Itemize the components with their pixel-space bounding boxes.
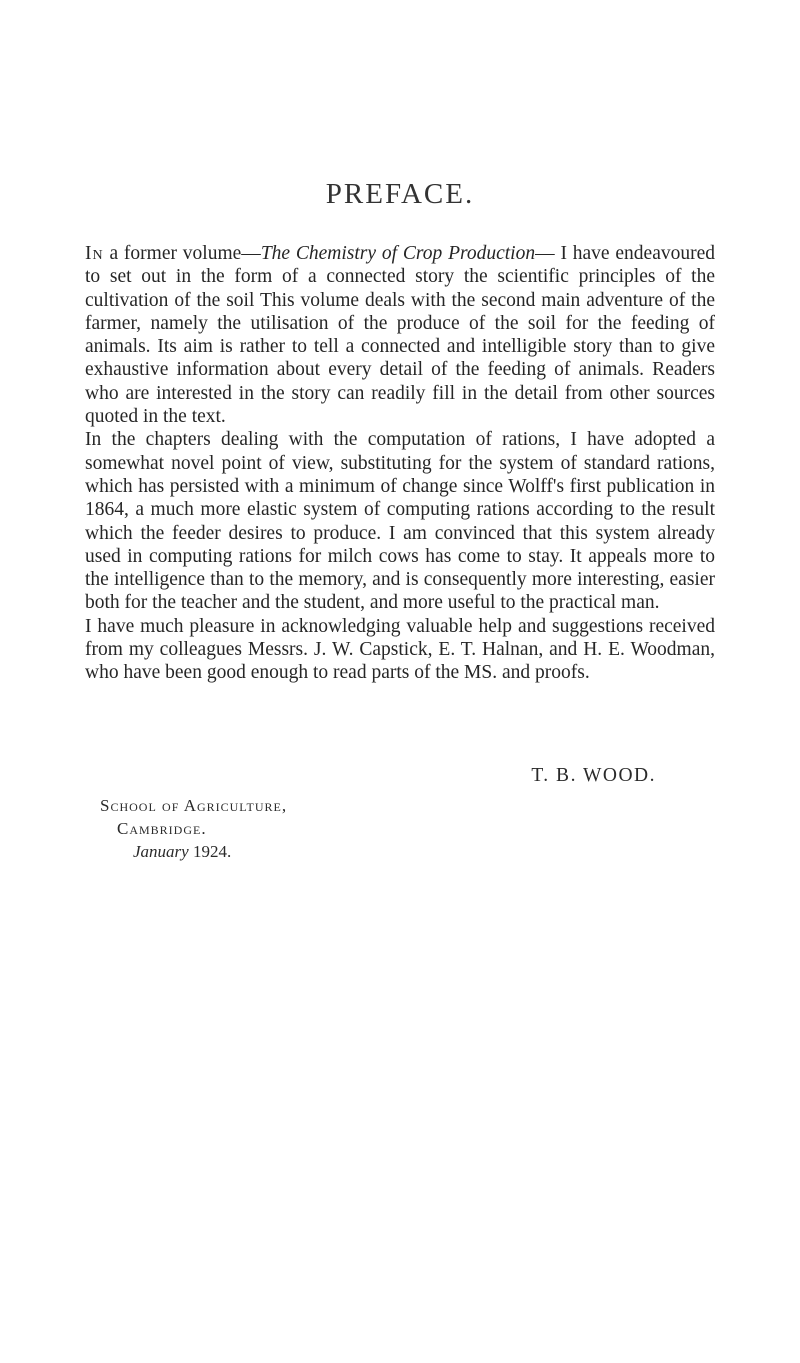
book-title-reference: The Chemistry of Crop Production xyxy=(260,243,536,264)
author-signature: T. B. WOOD. xyxy=(531,765,656,786)
paragraph-2: In the chapters dealing with the computation of rations, I have adopted a somewhat novel point of view, substituting for the system of standard rations, which has persisted with a minimum of change since Wolff's first publication in 1864, a much more elastic system of computing rations according to the result which the feeder desires to produce. I am convinced that this system already used in computing rations for milch cows has come to stay. It appeals more to the intelligence than to the memory, and is consequently more interesting, easier both for the teacher and the student, and more useful to the practical man. xyxy=(85,429,715,614)
preface-body xyxy=(85,242,715,685)
page-title: PREFACE. xyxy=(325,178,475,210)
paragraph-1 xyxy=(85,242,715,428)
preface-date xyxy=(100,840,287,863)
paragraph-3: I have much pleasure in acknowledging valuable help and suggestions received from my colleagues Messrs. J. W. Capstick, E. T. Halnan, and H. E. Woodman, who have been good enough to read parts of the MS. and proofs. xyxy=(85,615,715,684)
author-address xyxy=(100,794,287,863)
address-line-institution: School of Agriculture, xyxy=(100,796,288,815)
paragraph-1-intro: a former volume— xyxy=(103,243,261,264)
date-year: 1924. xyxy=(188,842,232,861)
paragraph-1-text: — I have endeavoured to set out in the form of a connected story the scientific principles of the cultivation of the soil This volume deals with the second main adventure of the farmer, namely the utilisation of the produce of the soil for the feeding of animals. Its aim is rather to tell a connected and intelligible story than to give exhaustive information about every detail of the feeding of animals. Readers who are interested in the story can readily fill in the detail from other sources quoted in the text. xyxy=(85,243,716,428)
lead-word: In xyxy=(85,243,104,264)
date-month: January xyxy=(133,842,189,861)
address-line-city: Cambridge. xyxy=(117,819,207,838)
